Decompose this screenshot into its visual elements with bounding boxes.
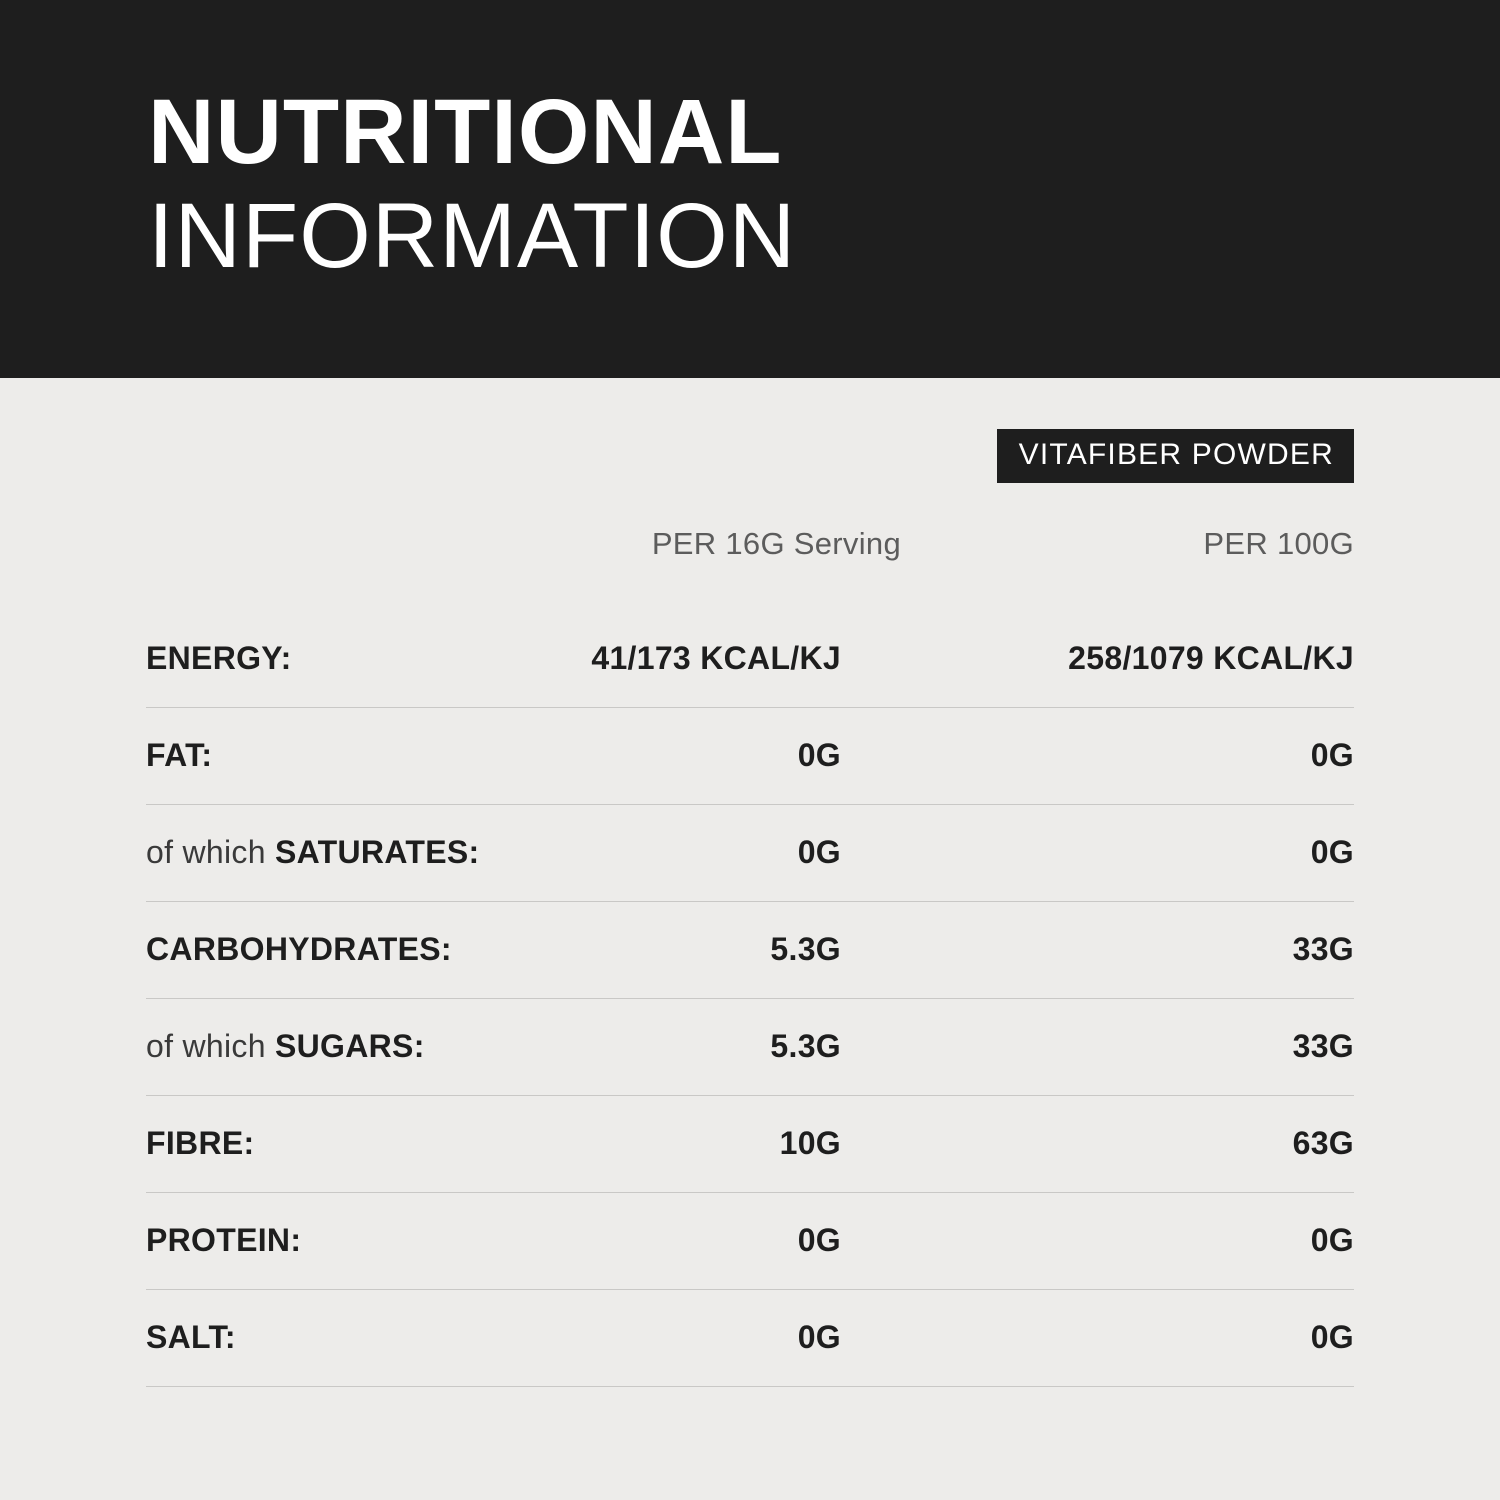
row-label-fibre xyxy=(146,1095,521,1192)
row-label-salt xyxy=(146,1289,521,1386)
row-label-protein xyxy=(146,1192,521,1289)
row-value-per100g: 0G xyxy=(974,1192,1354,1289)
row-value-per100g: 0G xyxy=(974,1289,1354,1386)
row-nutrient: CARBOHYDRATES: xyxy=(146,931,452,967)
header-band xyxy=(0,0,1500,378)
table-row xyxy=(146,707,1354,804)
table-row xyxy=(146,1095,1354,1192)
nutrition-table xyxy=(146,610,1354,1387)
row-nutrient: ENERGY: xyxy=(146,639,292,676)
table-row xyxy=(146,804,1354,901)
row-value-serving: 0G xyxy=(521,1192,974,1289)
nutrition-body xyxy=(0,378,1500,1500)
row-nutrient: SALT: xyxy=(146,1319,236,1355)
row-value-serving: 5.3G xyxy=(521,998,974,1095)
row-label-carbohydrates xyxy=(146,901,521,998)
row-nutrient: PROTEIN: xyxy=(146,1222,302,1258)
row-value-serving: 0G xyxy=(521,1289,974,1386)
row-value-serving: 10G xyxy=(521,1095,974,1192)
table-row xyxy=(146,998,1354,1095)
row-label-fat xyxy=(146,707,521,804)
page-title-primary: NUTRITIONAL xyxy=(148,81,783,183)
row-nutrient: SATURATES: xyxy=(274,834,480,870)
table-row xyxy=(146,901,1354,998)
table-row xyxy=(146,1289,1354,1386)
row-value-serving: 0G xyxy=(521,804,974,901)
row-label-saturates xyxy=(146,804,521,901)
table-row xyxy=(146,1192,1354,1289)
row-value-serving: 0G xyxy=(521,707,974,804)
row-label-sugars xyxy=(146,998,521,1095)
product-name-badge: VITAFIBER POWDER xyxy=(997,429,1354,483)
page-title-secondary: INFORMATION xyxy=(148,185,797,287)
row-nutrient: SUGARS: xyxy=(274,1028,425,1064)
column-header-per-serving: PER 16G Serving xyxy=(651,526,901,561)
row-value-per100g: 0G xyxy=(974,804,1354,901)
row-prefix: of which xyxy=(146,834,275,870)
row-value-per100g: 33G xyxy=(974,901,1354,998)
row-value-per100g: 0G xyxy=(974,707,1354,804)
row-value-per100g: 63G xyxy=(974,1095,1354,1192)
table-row xyxy=(146,610,1354,707)
row-label-energy xyxy=(146,610,521,707)
table-column-headers xyxy=(146,526,1354,570)
column-header-per-100g: PER 100G xyxy=(1203,526,1354,561)
row-value-per100g: 33G xyxy=(974,998,1354,1095)
row-nutrient: FAT: xyxy=(146,737,213,773)
row-nutrient: FIBRE: xyxy=(146,1125,255,1161)
row-prefix: of which xyxy=(146,1028,275,1064)
row-value-serving: 41/173 KCAL/KJ xyxy=(521,610,974,707)
row-value-per100g: 258/1079 KCAL/KJ xyxy=(974,610,1354,707)
row-value-serving: 5.3G xyxy=(521,901,974,998)
